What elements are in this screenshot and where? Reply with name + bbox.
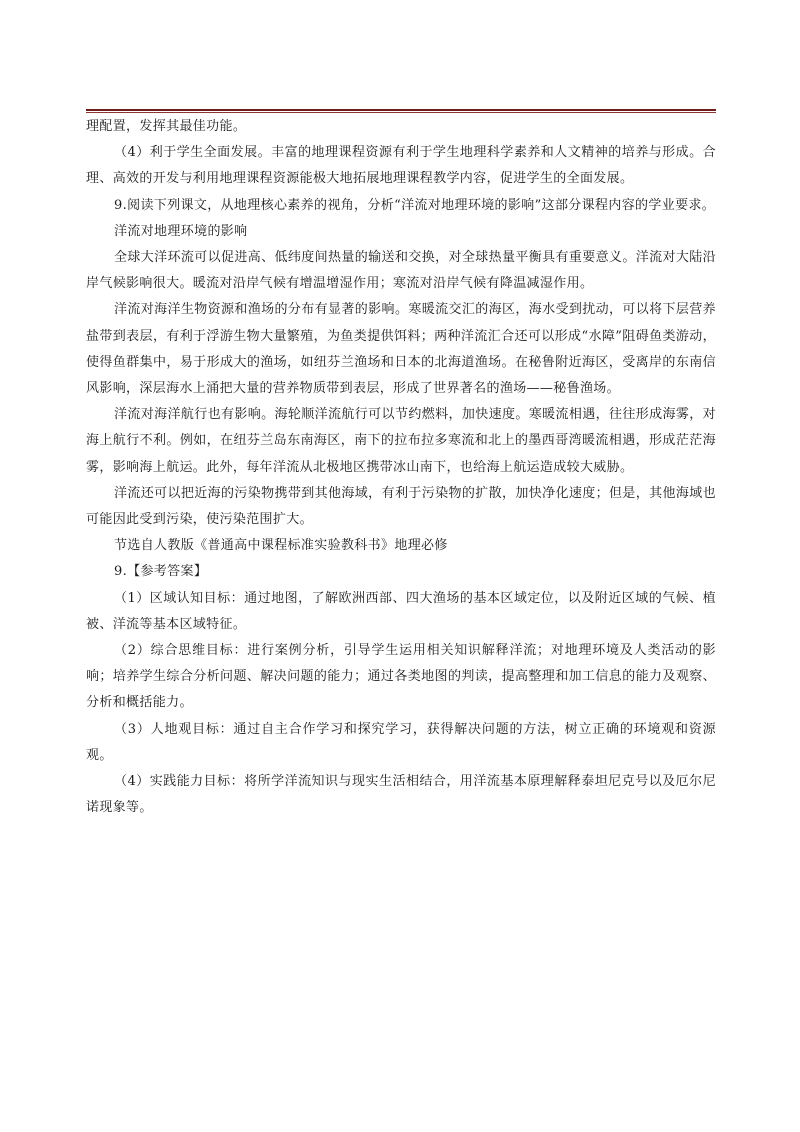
- answer-item: （1）区域认知目标：通过地图，了解欧洲西部、四大渔场的基本区域定位，以及附近区域的气候、植被、洋流等基本区域特征。: [86, 590, 716, 632]
- source-note: 节选自人教版《普通高中课程标准实验教科书》地理必修: [114, 538, 448, 554]
- paragraph: 洋流对海洋航行也有影响。海轮顺洋流航行可以节约燃料，加快速度。寒暖流相遇，往往形成海雾，对海上航行不利。例如，在纽芬兰岛东南海区，南下的拉布拉多寒流和北上的墨西哥湾暖流相遇，形成茫茫海雾，影响海上航运。此外，每年洋流从北极地区携带冰山南下，也给海上航运造成较大威胁。: [86, 407, 716, 475]
- paragraph: 洋流还可以把近海的污染物携带到其他海域，有利于污染物的扩散，加快净化速度；但是，其他海域也可能因此受到污染，使污染范围扩大。: [86, 485, 716, 528]
- article-title: 洋流对地理环境的影响: [114, 223, 248, 239]
- document-body: [86, 114, 716, 821]
- answer-item: （4）实践能力目标：将所学洋流知识与现实生活相结合，用洋流基本原理解释泰坦尼克号以及厄尔尼诺现象等。: [86, 774, 716, 816]
- answer-item: （2）综合思维目标：进行案例分析，引导学生运用相关知识解释洋流；对地理环境及人类活动的影响；培养学生综合分析问题、解决问题的能力；通过各类地图的判读，提高整理和加工信息的能力及观察、分析和概括能力。: [86, 643, 716, 711]
- paragraph: 理配置，发挥其最佳功能。: [86, 119, 247, 134]
- paragraph: 洋流对海洋生物资源和渔场的分布有显著的影响。寒暖流交汇的海区，海水受到扰动，可以将下层营养盐带到表层，有利于浮游生物大量繁殖，为鱼类提供饵料；两种洋流汇合还可以形成“水障”阻碍鱼类游动，使得鱼群集中，易于形成大的渔场，如纽芬兰渔场和日本的北海道渔场。在秘鲁附近海区，受离岸的东南信风影响，深层海水上涌把大量的营养物质带到表层，形成了世界著名的渔场——秘鲁渔场。: [86, 302, 716, 397]
- paragraph: （4）利于学生全面发展。丰富的地理课程资源有利于学生地理科学素养和人文精神的培养与形成。合理、高效的开发与利用地理课程资源能极大地拓展地理课程教学内容，促进学生的全面发展。: [86, 145, 716, 187]
- answer-item: （3）人地观目标：通过自主合作学习和探究学习，获得解决问题的方法，树立正确的环境观和资源观。: [86, 721, 716, 763]
- answer-heading: 9.【参考答案】: [114, 564, 208, 580]
- question-9: 9.阅读下列课文，从地理核心素养的视角，分析“洋流对地理环境的影响”这部分课程内容的学业要求。: [114, 197, 716, 213]
- paragraph: 全球大洋环流可以促进高、低纬度间热量的输送和交换，对全球热量平衡具有重要意义。洋流对大陆沿岸气候影响很大。暖流对沿岸气候有增温增湿作用；寒流对沿岸气候有降温减湿作用。: [86, 250, 716, 292]
- header-rule: [86, 109, 716, 113]
